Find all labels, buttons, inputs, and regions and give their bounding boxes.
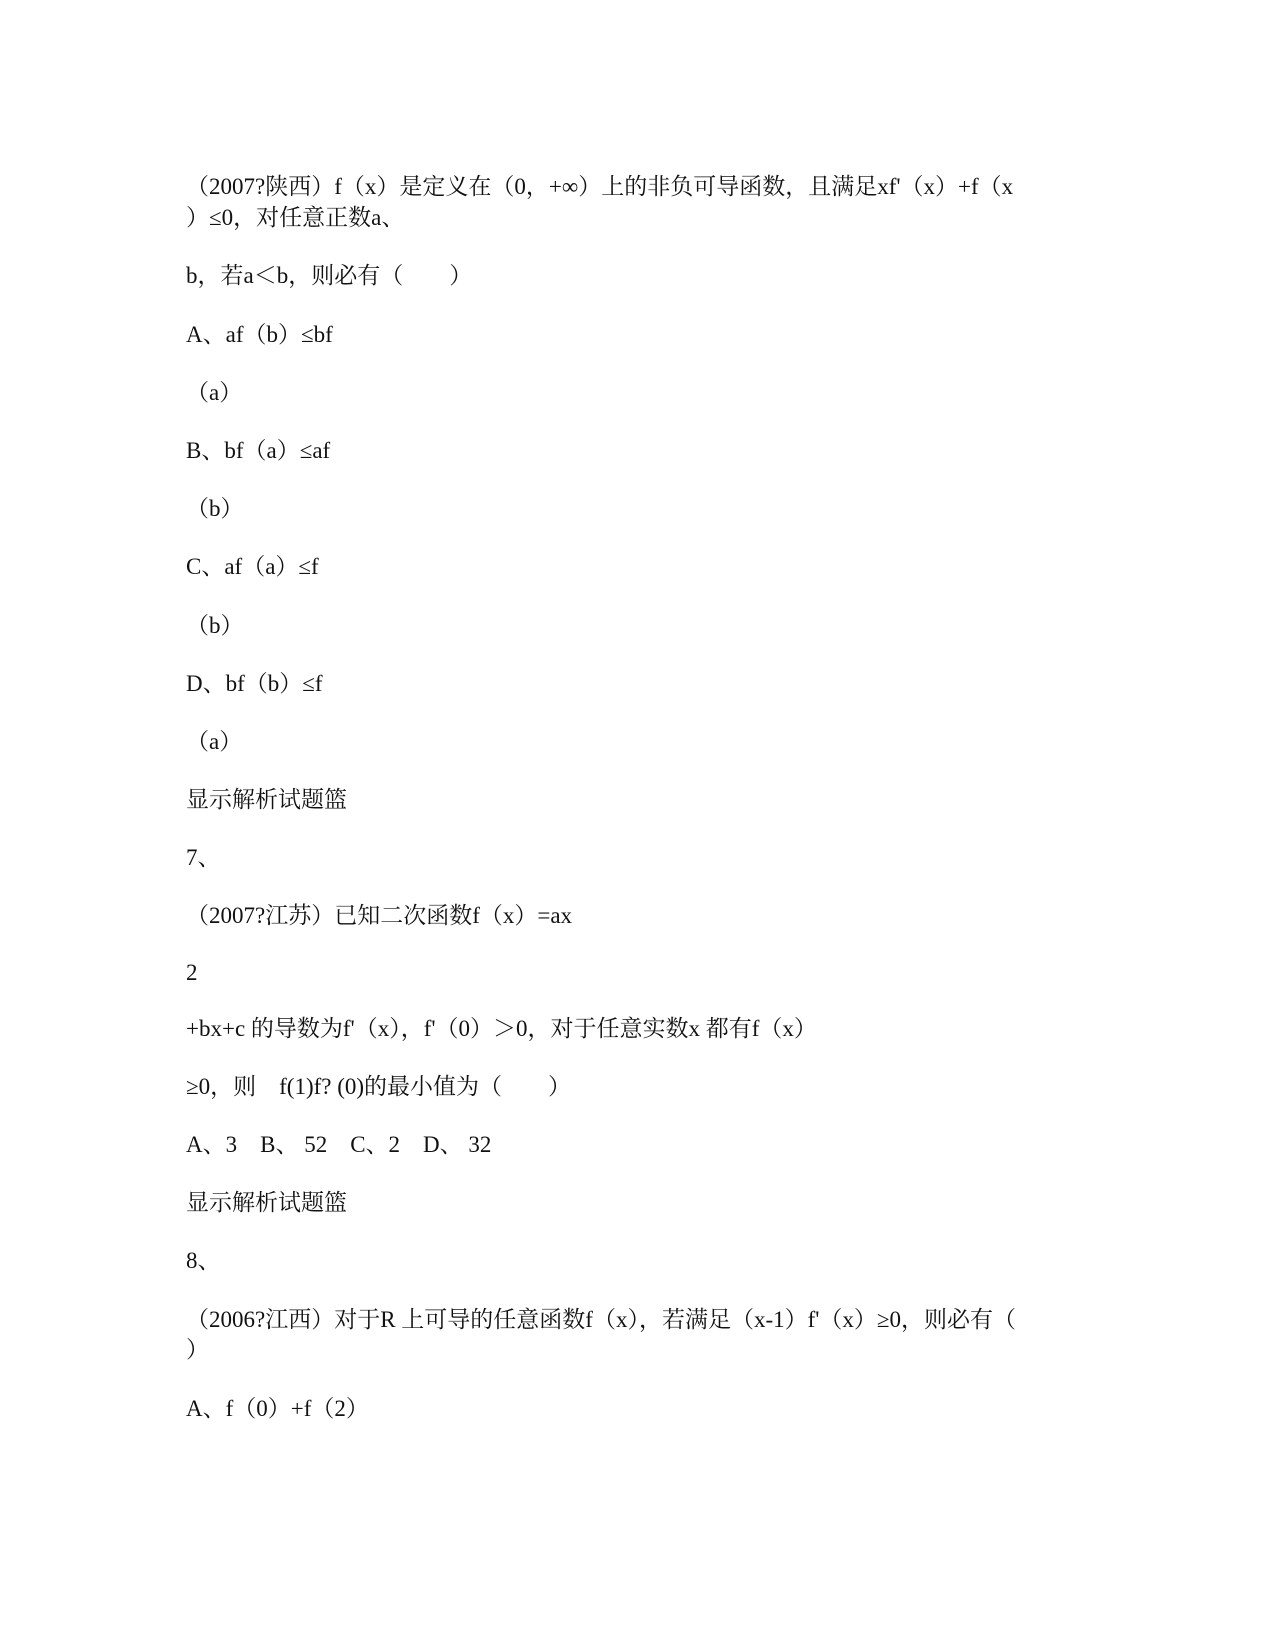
- q7-stem-line-1: （2007?江苏）已知二次函数f（x）=ax: [186, 903, 573, 928]
- q6-option-b: B、bf（a）≤af: [186, 438, 331, 463]
- q6-stem-line-1: （2007?陕西）f（x）是定义在（0，+∞）上的非负可导函数，且满足xf'（x）+f（x: [186, 174, 1014, 199]
- q7-stem-line-3: ≥0，则 f(1)f? (0)的最小值为（ ）: [186, 1074, 572, 1099]
- q6-option-c-cont: （b）: [186, 613, 244, 638]
- q8-option-a: A、f（0）+f（2）: [186, 1396, 369, 1421]
- q6-stem-line-2: ）≤0，对任意正数a、: [186, 205, 405, 230]
- q8-stem-line-1: （2006?江西）对于R 上可导的任意函数f（x），若满足（x-1）f'（x）≥0，则必有（: [186, 1307, 1017, 1332]
- q6-option-d: D、bf（b）≤f: [186, 671, 323, 696]
- q7-options: A、3 B、 52 C、2 D、 32: [186, 1132, 492, 1157]
- q6-show-analysis-link[interactable]: 显示解析试题篮: [186, 787, 347, 812]
- q7-number: 7、: [186, 845, 221, 870]
- q6-option-d-cont: （a）: [186, 729, 243, 754]
- q7-stem-exponent: 2: [186, 960, 198, 985]
- q6-option-c: C、af（a）≤f: [186, 554, 319, 579]
- q6-stem-line-3: b，若a＜b，则必有（ ）: [186, 263, 473, 288]
- q6-option-a-cont: （a）: [186, 380, 243, 405]
- q6-option-a: A、af（b）≤bf: [186, 322, 333, 347]
- q8-stem-line-2: ）: [186, 1337, 209, 1362]
- q8-number: 8、: [186, 1248, 221, 1273]
- q7-stem-line-2: +bx+c 的导数为f'（x），f'（0）＞0，对于任意实数x 都有f（x）: [186, 1016, 817, 1041]
- q6-option-b-cont: （b）: [186, 496, 244, 521]
- q7-show-analysis-link[interactable]: 显示解析试题篮: [186, 1190, 347, 1215]
